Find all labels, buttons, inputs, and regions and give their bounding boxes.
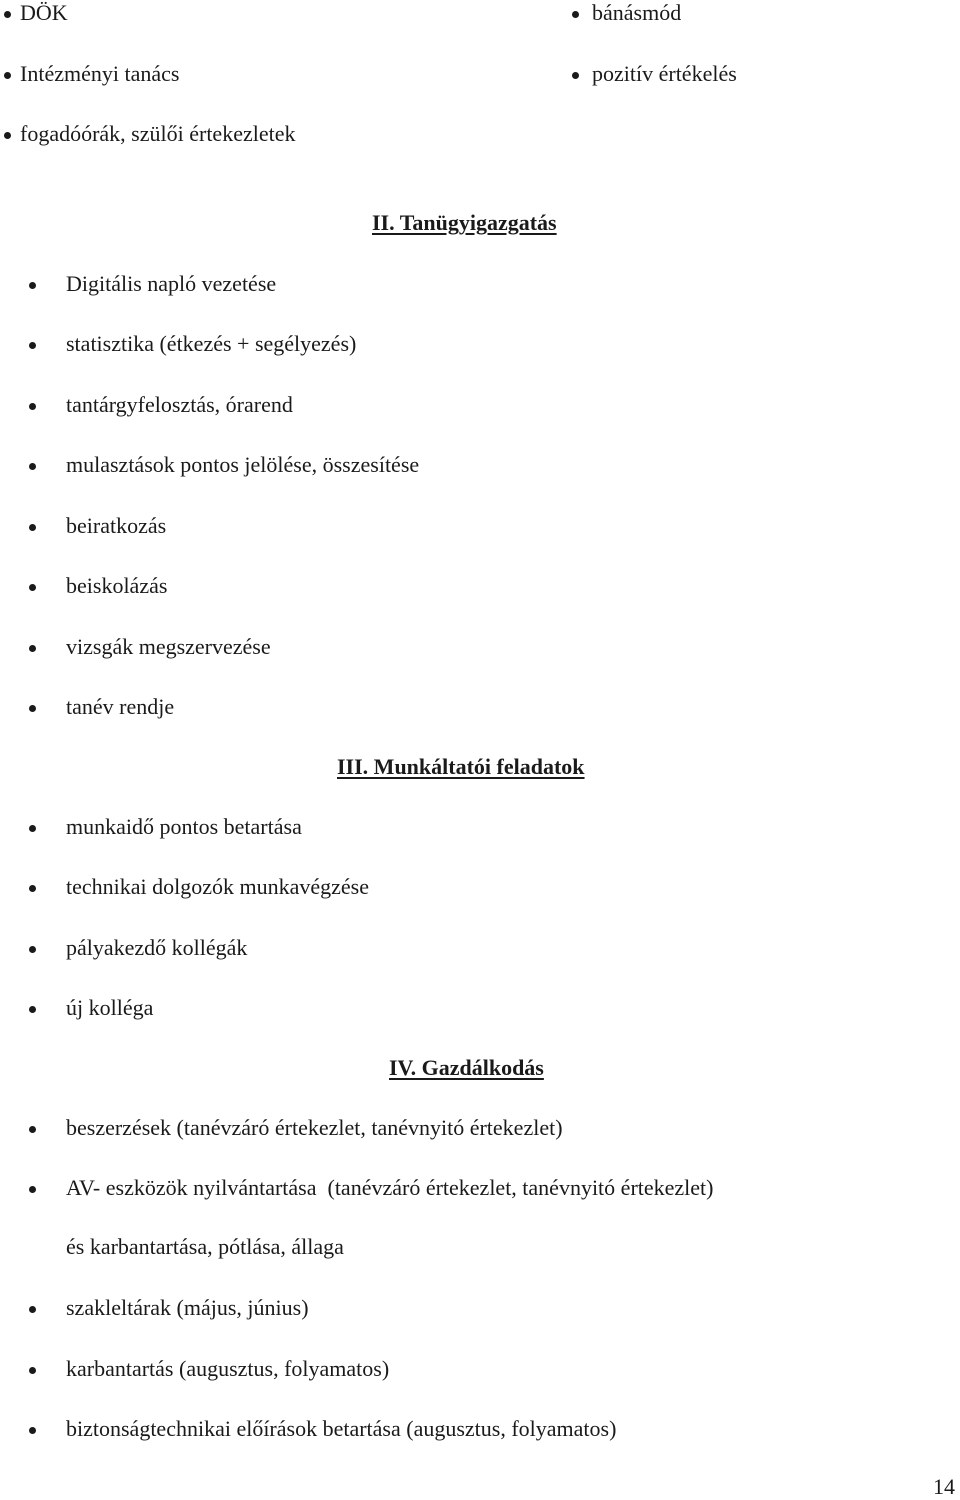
list-item: beiratkozás: [66, 513, 167, 538]
bullet-icon: [4, 72, 11, 79]
bullet-icon: [572, 11, 579, 18]
bullet-icon: [29, 1186, 36, 1193]
bullet-icon: [29, 705, 36, 712]
list-item: technikai dolgozók munkavégzése: [66, 874, 370, 899]
bullet-icon: [29, 1006, 36, 1013]
list-item: AV- eszközök nyilvántartása (tanévzáró értekezlet, tanévnyitó értekezlet): [66, 1175, 714, 1200]
list-item: DÖK: [20, 0, 68, 25]
bullet-icon: [29, 1306, 36, 1313]
bullet-icon: [29, 463, 36, 470]
bullet-icon: [29, 1367, 36, 1374]
list-item: munkaidő pontos betartása: [66, 814, 302, 839]
bullet-icon: [29, 1427, 36, 1434]
list-item: biztonságtechnikai előírások betartása (augusztus, folyamatos): [66, 1416, 617, 1441]
list-item: új kolléga: [66, 995, 154, 1020]
bullet-icon: [29, 1126, 36, 1133]
bullet-icon: [29, 282, 36, 289]
section-title-gazdalkodas: IV. Gazdálkodás: [389, 1055, 544, 1080]
list-item: bánásmód: [592, 0, 682, 25]
list-item: pályakezdő kollégák: [66, 935, 248, 960]
list-item: tanév rendje: [66, 694, 175, 719]
bullet-icon: [29, 403, 36, 410]
bullet-icon: [29, 946, 36, 953]
list-item: statisztika (étkezés + segélyezés): [66, 331, 357, 356]
list-item: Intézményi tanács: [20, 61, 180, 86]
bullet-icon: [29, 342, 36, 349]
list-item: mulasztások pontos jelölése, összesítése: [66, 452, 420, 477]
page-number: 14: [933, 1474, 955, 1499]
section-title-tanugyigazgatas: II. Tanügyigazgatás: [372, 210, 557, 235]
bullet-icon: [4, 11, 11, 18]
list-item: Digitális napló vezetése: [66, 271, 277, 296]
bullet-icon: [29, 825, 36, 832]
bullet-icon: [572, 72, 579, 79]
list-item-continuation: és karbantartása, pótlása, állaga: [66, 1234, 344, 1259]
bullet-icon: [29, 885, 36, 892]
list-item: tantárgyfelosztás, órarend: [66, 392, 293, 417]
bullet-icon: [29, 584, 36, 591]
list-item: karbantartás (augusztus, folyamatos): [66, 1356, 390, 1381]
list-item: beiskolázás: [66, 573, 168, 598]
list-item: vizsgák megszervezése: [66, 634, 271, 659]
list-item: fogadóórák, szülői értekezletek: [20, 121, 296, 146]
bullet-icon: [29, 524, 36, 531]
list-item: szakleltárak (május, június): [66, 1295, 309, 1320]
list-item: beszerzések (tanévzáró értekezlet, tanévnyitó értekezlet): [66, 1115, 563, 1140]
section-title-munkaltatoi-feladatok: III. Munkáltatói feladatok: [337, 754, 585, 779]
bullet-icon: [4, 132, 11, 139]
list-item: pozitív értékelés: [592, 61, 737, 86]
bullet-icon: [29, 645, 36, 652]
